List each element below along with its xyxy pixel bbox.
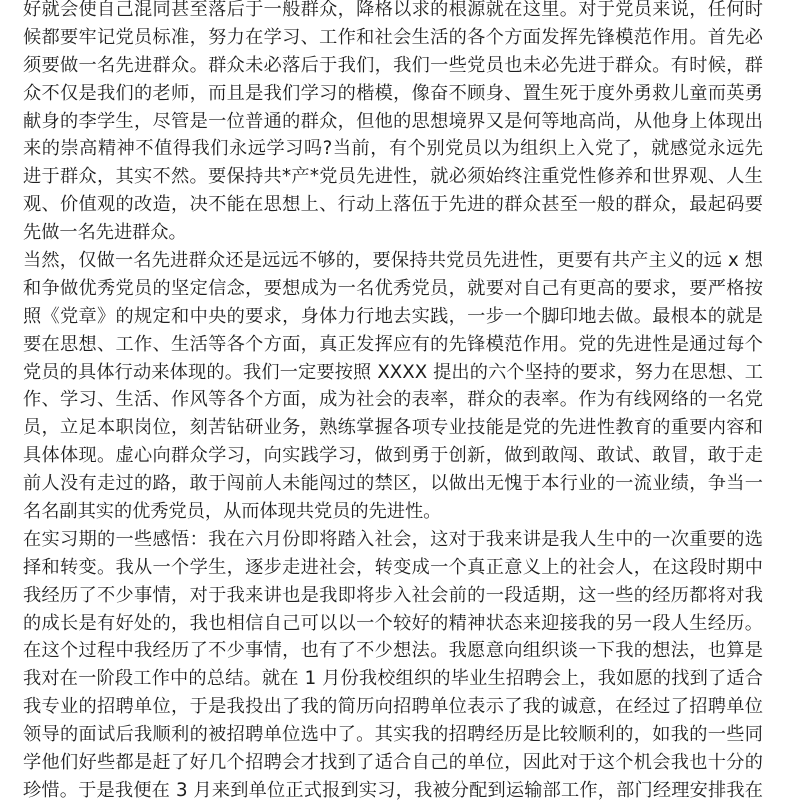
text-line: 珍惜。于是我便在 3 月来到单位正式报到实习，我被分配到运输部工作，部门经理安排我在 xyxy=(23,779,763,801)
text-line: 当然，仅做一名先进群众还是远远不够的，要保持共党员先进性，更要有共产主义的远 x 想 xyxy=(23,250,763,272)
text-line: 我专业的招聘单位，于是我投出了我的简历向招聘单位表示了我的诚意，在经过了招聘单位 xyxy=(23,696,763,718)
text-line: 好就会使自己混同甚至落后于一般群众，降格以求的根源就在这里。对于党员来说，任何时 xyxy=(23,0,763,20)
text-line: 我经历了不少事情，对于我来讲也是我即将步入社会前的一段适期，这一些的经历都将对我 xyxy=(23,584,763,606)
text-line: 须要做一名先进群众。群众未必落后于我们，我们一些党员也未必先进于群众。有时候，群 xyxy=(23,54,763,76)
text-line: 来的崇高精神不值得我们永远学习吗?当前，有个别党员以为组织上入党了，就感觉永远先 xyxy=(23,138,763,160)
text-line: 名名副其实的优秀党员，从而体现共党员的先进性。 xyxy=(23,501,442,523)
text-line: 学他们好些都是赶了好几个招聘会才找到了适合自己的单位，因此对于这个机会我也十分的 xyxy=(23,752,763,774)
text-line: 在这个过程中我经历了不少事情，也有了不少想法。我愿意向组织谈一下我的想法，也算是 xyxy=(23,640,763,662)
text-line: 领导的面试后我顺利的被招聘单位选中了。其实我的招聘经历是比较顺利的，如我的一些同 xyxy=(23,724,763,746)
document-body xyxy=(23,0,763,805)
text-line: 我对在一阶段工作中的总结。就在 1 月份我校组织的毕业生招聘会上，我如愿的找到了适合 xyxy=(23,668,763,690)
text-line: 献身的李学生，尽管是一位普通的群众，但他的思想境界又是何等地高尚，从他身上体现出 xyxy=(23,110,763,132)
text-line: 候都要牢记党员标准，努力在学习、工作和社会生活的各个方面发挥先锋模范作用。首先必 xyxy=(23,26,763,48)
text-line: 择和转变。我从一个学生，逐步走进社会，转变成一个真正意义上的社会人，在这段时期中 xyxy=(23,556,763,578)
text-line: 前人没有走过的路，敢于闯前人未能闯过的禁区，以做出无愧于本行业的一流业绩，争当一 xyxy=(23,473,763,495)
text-line: 照《党章》的规定和中央的要求，身体力行地去实践，一步一个脚印地去做。最根本的就是 xyxy=(23,305,763,327)
text-line: 要在思想、工作、生活等各个方面，真正发挥应有的先锋模范作用。党的先进性是通过每个 xyxy=(23,333,763,355)
text-line: 具体体现。虚心向群众学习，向实践学习，做到勇于创新，做到敢闯、敢试、敢冒，敢于走 xyxy=(23,445,763,467)
text-line: 员，立足本职岗位，刻苦钻研业务，熟练掌握各项专业技能是党的先进性教育的重要内容和 xyxy=(23,417,763,439)
text-line: 和争做优秀党员的坚定信念，要想成为一名优秀党员，就要对自己有更高的要求，要严格按 xyxy=(23,277,763,299)
text-line: 党员的具体行动来体现的。我们一定要按照 XXXX 提出的六个坚持的要求，努力在思想、工 xyxy=(23,361,763,383)
text-line: 在实习期的一些感悟：我在六月份即将踏入社会，这对于我来讲是我人生中的一次重要的选 xyxy=(23,528,763,550)
text-line: 进于群众，其实不然。要保持共*产*党员先进性，就必须始终注重党性修养和世界观、人生 xyxy=(23,166,763,188)
text-line: 众不仅是我们的老师，而且是我们学习的楷模，像奋不顾身、置生死于度外勇救儿童而英勇 xyxy=(23,82,763,104)
text-line: 的成长是有好处的，我也相信自己可以以一个较好的精神状态来迎接我的另一段人生经历。 xyxy=(23,612,763,634)
text-line: 先做一名先进群众。 xyxy=(23,222,187,244)
text-line: 观、价值观的改造，决不能在思想上、行动上落伍于先进的群众甚至一般的群众，最起码要 xyxy=(23,194,763,216)
text-line: 作、学习、生活、作风等各个方面，成为社会的表率，群众的表率。作为有线网络的一名党 xyxy=(23,389,763,411)
